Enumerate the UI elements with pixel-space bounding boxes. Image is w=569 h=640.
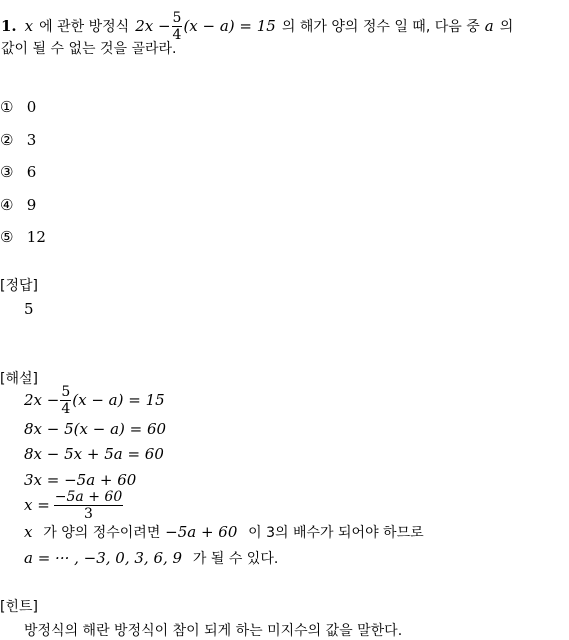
solution-step-5-lhs: x = (24, 496, 50, 514)
choice-2[interactable] (0, 131, 36, 149)
solution-step-6 (24, 522, 424, 542)
solution-step-6-text-1: 가 양의 정수이려면 (43, 525, 161, 541)
choice-3-mark: ③ (0, 163, 14, 181)
choice-3-value: 6 (26, 163, 37, 181)
choice-4-value: 9 (26, 196, 37, 214)
choice-2-mark: ② (0, 131, 14, 149)
question-frac-num: 5 (172, 9, 182, 26)
solution-step-7 (24, 548, 278, 568)
choice-1-value: 0 (26, 98, 37, 116)
solution-step-7-expr: a = ··· , −3, 0, 3, 6, 9 (24, 549, 183, 567)
choice-4-mark: ④ (0, 196, 14, 214)
question-fraction (172, 11, 183, 42)
solution-step-4: 3x = −5a + 60 (24, 471, 137, 489)
solution-step-6-x: x (24, 523, 33, 541)
solution-step-7-text: 가 될 수 있다. (192, 551, 279, 567)
solution-step-5 (24, 485, 124, 525)
question-eq-pre: 2x − (135, 17, 171, 35)
hint-label: [힌트] (0, 599, 38, 615)
answer-label: [정답] (0, 278, 38, 294)
solution-step-2: 8x − 5(x − a) = 60 (24, 420, 167, 438)
solution-step-5-num: −5a + 60 (54, 488, 123, 505)
question-frac-den: 4 (172, 26, 182, 43)
solution-step-3: 8x − 5x + 5a = 60 (24, 445, 164, 463)
choice-5-value: 12 (26, 228, 46, 246)
question-line-2: 값이 될 수 없는 것을 골라라. (1, 41, 177, 57)
solution-step-1 (24, 380, 165, 420)
question-eq-post: (x − a) = 15 (183, 17, 276, 35)
choice-5-mark: ⑤ (0, 228, 14, 246)
solution-step-1-den: 4 (61, 400, 71, 417)
solution-step-1-post: (x − a) = 15 (72, 391, 165, 409)
choice-2-value: 3 (26, 131, 37, 149)
question-var-x: x (24, 17, 34, 35)
answer-value: 5 (24, 300, 34, 318)
choice-1[interactable] (0, 98, 36, 116)
hint-text: 방정식의 해란 방정식이 참이 되게 하는 미지수의 값을 말한다. (24, 623, 403, 639)
choice-3[interactable] (0, 163, 36, 181)
solution-step-6-text-2: 이 3의 배수가 되어야 하므로 (248, 525, 424, 541)
question-var-a: a (484, 17, 494, 35)
solution-step-6-expr: −5a + 60 (165, 523, 238, 541)
solution-label: [해설] (0, 371, 38, 387)
solution-step-5-fraction (54, 490, 123, 521)
solution-step-5-den: 3 (84, 505, 93, 522)
choice-1-mark: ① (0, 98, 14, 116)
choice-5[interactable] (0, 228, 46, 246)
solution-step-1-fraction (60, 385, 71, 416)
question-text-1: 에 관한 방정식 (39, 19, 130, 35)
solution-step-1-num: 5 (61, 383, 71, 400)
choice-4[interactable] (0, 196, 36, 214)
solution-step-1-pre: 2x − (24, 391, 60, 409)
question-text-2: 의 해가 양의 정수 일 때, 다음 중 (281, 19, 480, 35)
question-text-3: 의 (499, 19, 514, 35)
question-number: 1. (1, 17, 17, 35)
